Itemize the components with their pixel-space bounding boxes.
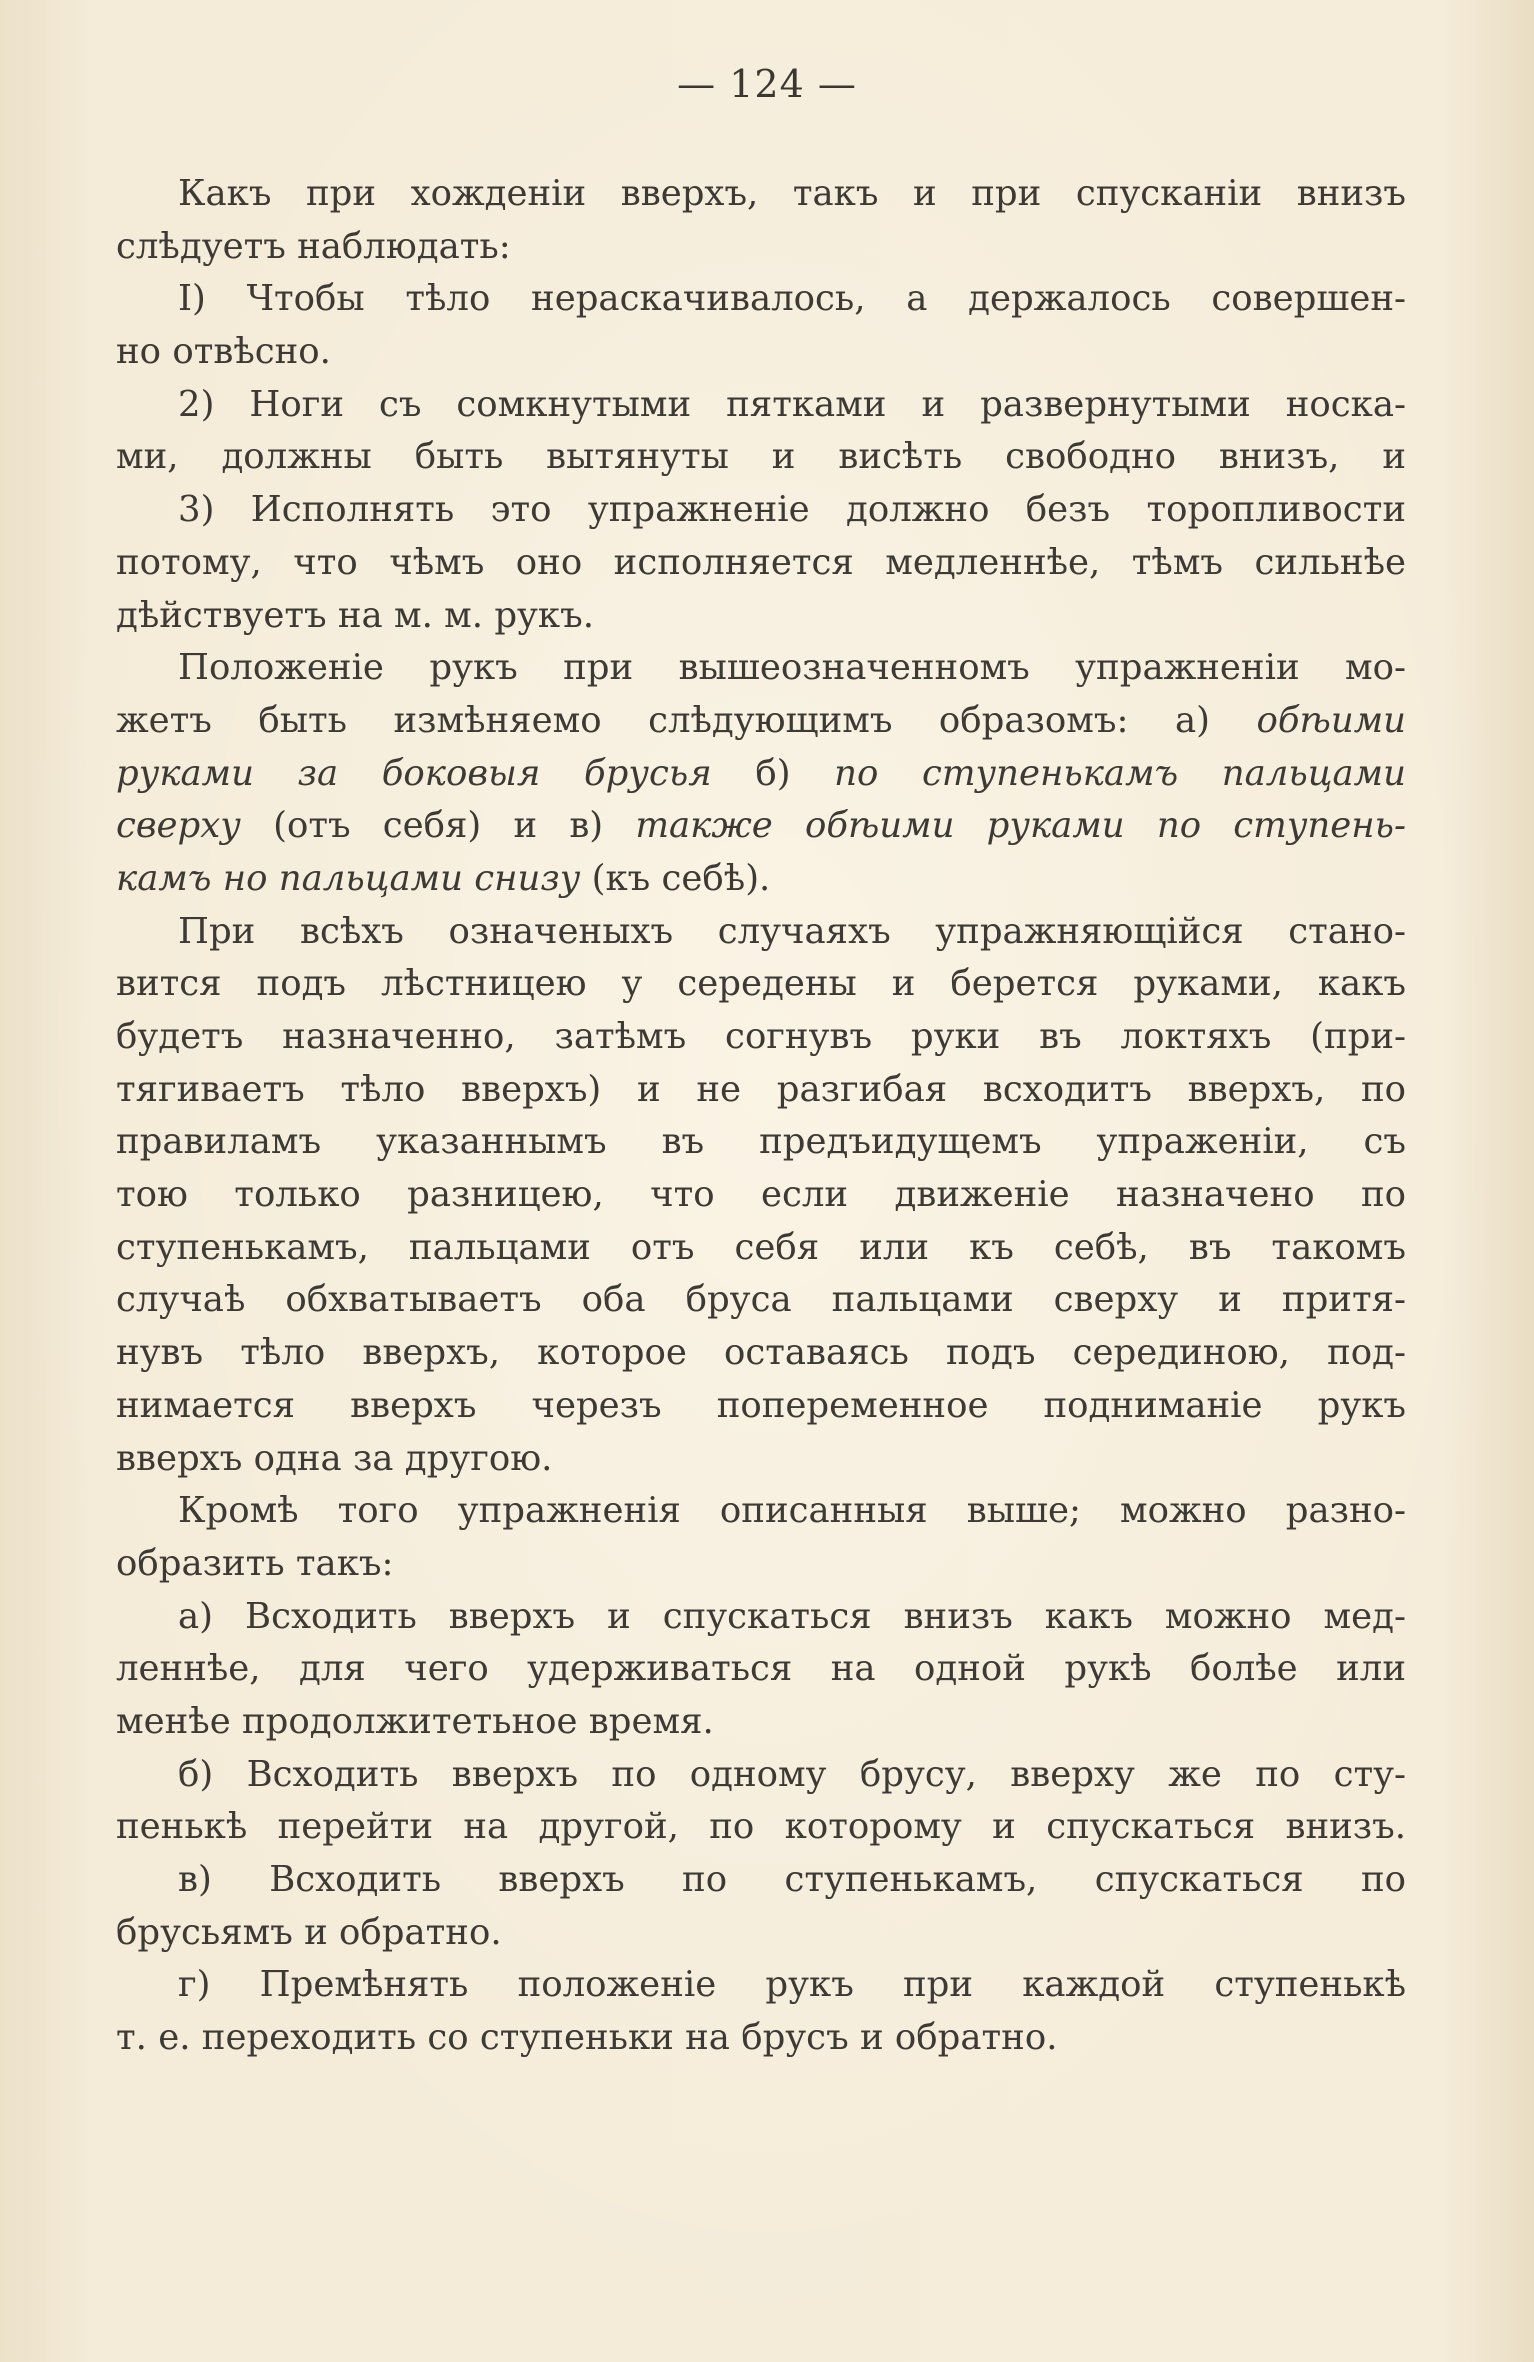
text-line: г) Премѣнять положеніе рукъ при каждой ступенькѣ <box>178 1964 1406 2006</box>
text-line: образить такъ: <box>116 1542 394 1584</box>
text-line: Кромѣ того упражненія описанныя выше; можно разно- <box>178 1490 1406 1532</box>
text-line: 3) Исполнять это упражненіе должно безъ торопливости <box>178 489 1406 531</box>
text-line: ступенькамъ, пальцами отъ себя или къ себѣ, въ такомъ <box>116 1226 1406 1268</box>
text-line: камъ но пальцами снизу (къ себѣ). <box>116 857 771 899</box>
text-line: вверхъ одна за другою. <box>116 1437 553 1479</box>
text-line: леннѣе, для чего удерживаться на одной рукѣ болѣе или <box>116 1648 1406 1690</box>
text-line: пенькѣ перейти на другой, по которому и спускаться внизъ. <box>116 1806 1406 1848</box>
text-line: потому, что чѣмъ оно исполняется медленнѣе, тѣмъ сильнѣе <box>116 541 1406 583</box>
text-line: тягиваетъ тѣло вверхъ) и не разгибая всходитъ вверхъ, по <box>116 1068 1406 1110</box>
text-line: 2) Ноги съ сомкнутыми пятками и развернутыми носка- <box>178 383 1406 425</box>
text-line: правиламъ указаннымъ въ предъидущемъ упраженіи, съ <box>116 1121 1406 1163</box>
text-line: в) Всходить вверхъ по ступенькамъ, спускаться по <box>178 1859 1406 1900</box>
text-line: слѣдуетъ наблюдать: <box>116 225 511 267</box>
text-line: I) Чтобы тѣло нераскачивалось, а держалось совершен- <box>178 278 1406 320</box>
text-line: руками за боковыя брусья б) по ступенькамъ пальцами <box>116 752 1406 794</box>
text-line: но отвѣсно. <box>116 331 331 373</box>
text-line: брусьямъ и обратно. <box>116 1911 502 1953</box>
text-line: тою только разницею, что если движеніе назначено по <box>116 1174 1406 1216</box>
text-line: случаѣ обхватываетъ оба бруса пальцами сверху и притя- <box>116 1279 1406 1321</box>
text-line: При всѣхъ означеныхъ случаяхъ упражняющійся стано- <box>178 910 1406 952</box>
text-line: нувъ тѣло вверхъ, которое оставаясь подъ серединою, под- <box>116 1332 1406 1374</box>
text-line: жетъ быть измѣняемо слѣдующимъ образомъ: а) обѣими <box>116 699 1406 741</box>
text-line: ми, должны быть вытянуты и висѣть свободно внизъ, и <box>116 436 1406 478</box>
text-line: Какъ при хожденіи вверхъ, такъ и при спусканіи внизъ <box>178 173 1406 214</box>
text-line: менѣе продолжитетьное время. <box>116 1700 714 1742</box>
text-line: будетъ назначенно, затѣмъ согнувъ руки въ локтяхъ (при- <box>116 1016 1406 1057</box>
page-number: — 124 — <box>677 62 857 106</box>
text-line: вится подъ лѣстницею у середены и берется руками, какъ <box>116 963 1406 1005</box>
text-line: Положеніе рукъ при вышеозначенномъ упражненіи мо- <box>178 647 1406 689</box>
text-line: т. е. переходить со ступеньки на брусъ и обратно. <box>116 2017 1058 2059</box>
text-line: сверху (отъ себя) и в) также обѣими руками по ступень- <box>116 805 1406 847</box>
text-line: нимается вверхъ черезъ попеременное подниманіе рукъ <box>116 1384 1406 1426</box>
body-text <box>116 168 1406 2065</box>
text-line: б) Всходить вверхъ по одному брусу, вверху же по сту- <box>178 1753 1406 1795</box>
text-line: а) Всходить вверхъ и спускаться внизъ какъ можно мед- <box>178 1595 1406 1637</box>
text-line: дѣйствуетъ на м. м. рукъ. <box>116 594 594 636</box>
